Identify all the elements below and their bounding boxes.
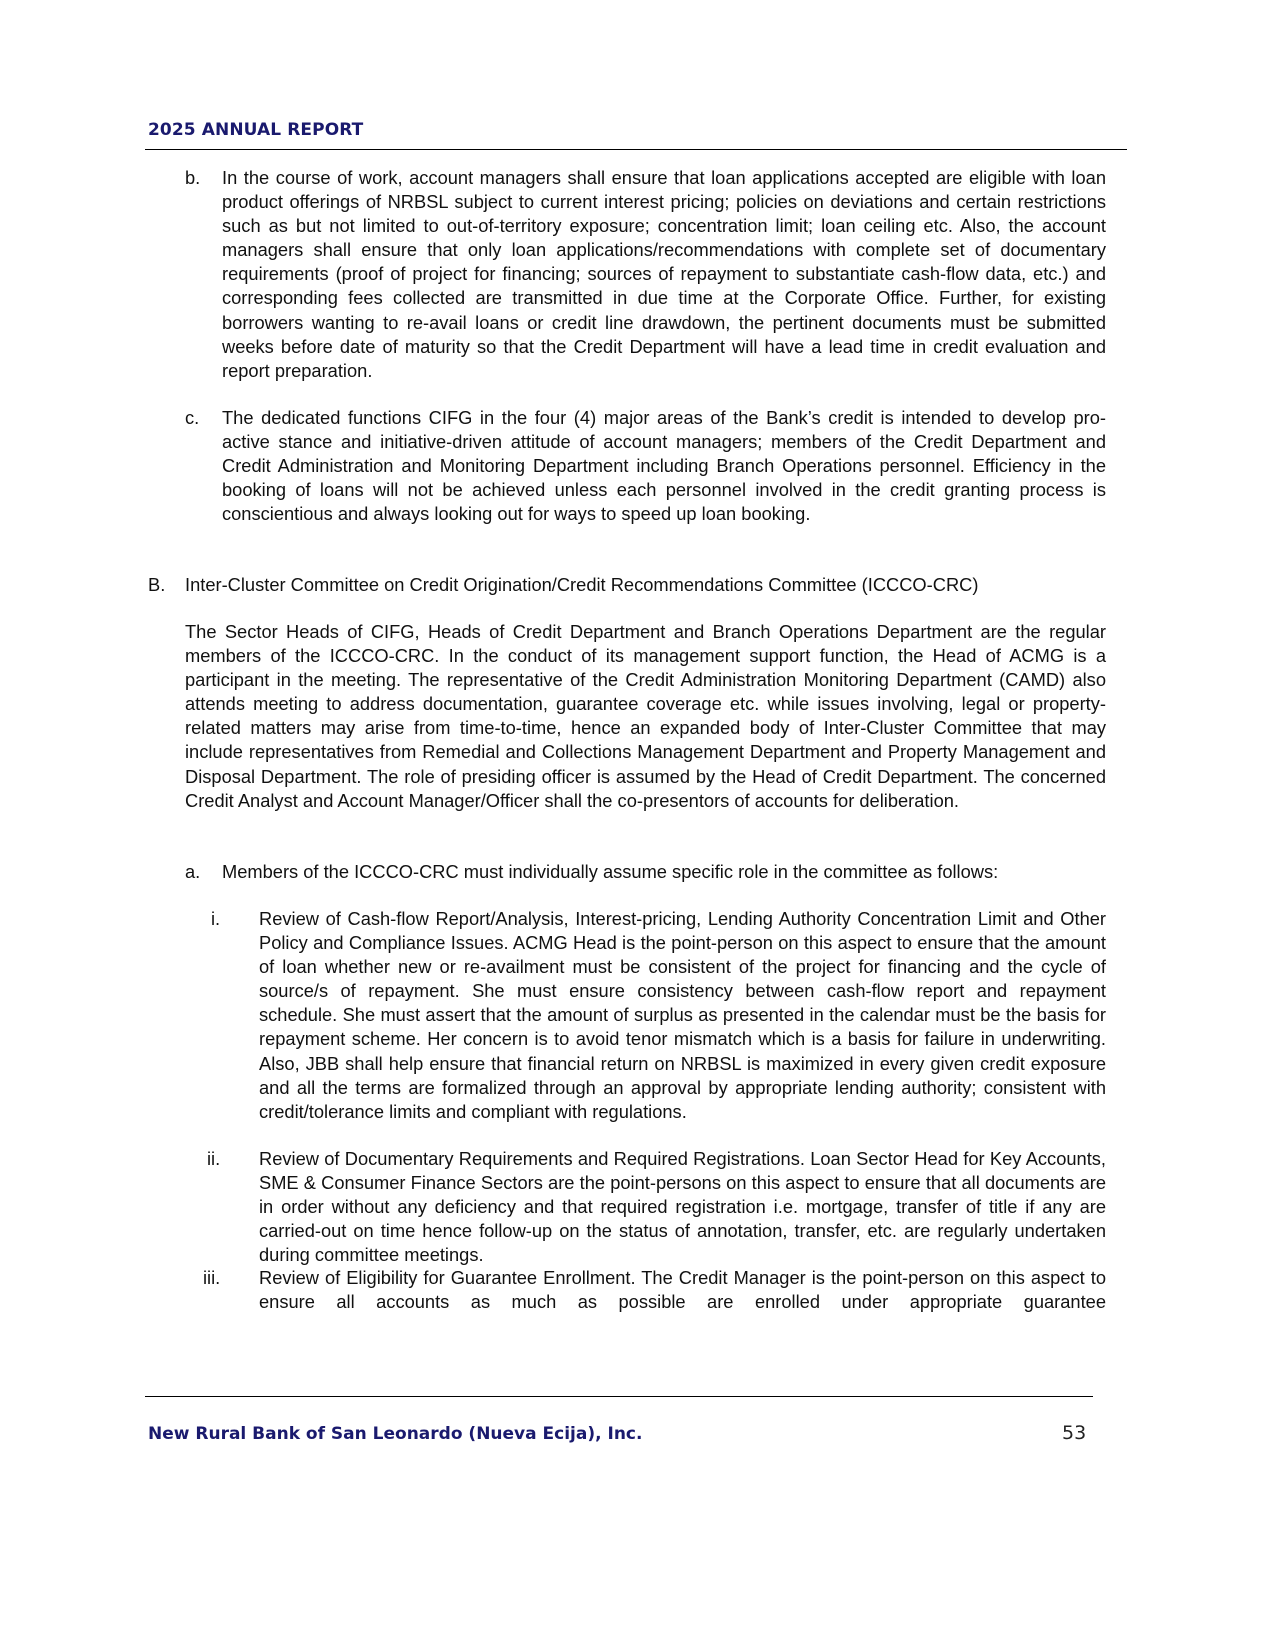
list-marker-a: a.: [185, 861, 201, 882]
section-heading-B: Inter-Cluster Committee on Credit Origination/Credit Recommendations Committee (ICCCO-CRC): [185, 574, 979, 595]
footer-bank-name: New Rural Bank of San Leonardo (Nueva Ecija), Inc.: [148, 1424, 643, 1444]
footer-divider: [145, 1396, 1093, 1397]
roman-item-ii: Review of Documentary Requirements and Required Registrations. Loan Sector Head for Key Accounts, SME & Consumer Finance Sectors are the point-persons on this aspect to ensure that all documents are in order without any deficiency and that required registration i.e. mortgage, transfer of title if any are carried-out on time hence follow-up on the status of annotation, transfer, etc. are regularly undertaken during committee meetings.: [259, 1148, 1106, 1266]
roman-item-i: Review of Cash-flow Report/Analysis, Interest-pricing, Lending Authority Concentration Limit and Other Policy and Compliance Issues. ACMG Head is the point-person on this aspect to ensure that the amount of loan whether new or re-availment must be consistent of the project for financing and the cycle of source/s of repayment. She must ensure consistency between cash-flow report and repayment schedule. She must assert that the amount of surplus as presented in the calendar must be the basis for repayment scheme. Her concern is to avoid tenor mismatch which is a basis for failure in underwriting. Also, JBB shall help ensure that financial return on NRBSL is maximized in every given credit exposure and all the terms are formalized through an approval by appropriate lending authority; consistent with credit/tolerance limits and compliant with regulations.: [259, 908, 1106, 1122]
section-marker-B: B.: [148, 574, 166, 595]
roman-marker-iii: iii.: [203, 1267, 221, 1288]
footer-page-number: 53: [1062, 1422, 1087, 1444]
roman-marker-i: i.: [211, 908, 221, 929]
header-divider: [145, 149, 1127, 150]
paragraph-item-c: The dedicated functions CIFG in the four (4) major areas of the Bank’s credit is intended to develop pro-active stance and initiative-driven attitude of account managers; members of the Credit Department and Credit Administration and Monitoring Department including Branch Operations personnel. Efficiency in the booking of loans will not be achieved unless each personnel involved in the credit granting process is conscientious and always looking out for ways to speed up loan booking.: [222, 407, 1106, 525]
report-header-title: 2025 ANNUAL REPORT: [148, 120, 364, 140]
paragraph-item-a: Members of the ICCCO-CRC must individually assume specific role in the committee as follows:: [222, 861, 999, 882]
list-marker-c: c.: [185, 407, 200, 428]
section-B-paragraph: The Sector Heads of CIFG, Heads of Credit Department and Branch Operations Department are the regular members of the ICCCO-CRC. In the conduct of its management support function, the Head of ACMG is a participant in the meeting. The representative of the Credit Administration Monitoring Department (CAMD) also attends meeting to address documentation, guarantee coverage etc. while issues involving, legal or property-related matters may arise from time-to-time, hence an expanded body of Inter-Cluster Committee that may include representatives from Remedial and Collections Management Department and Property Management and Disposal Department. The role of presiding officer is assumed by the Head of Credit Department. The concerned Credit Analyst and Account Manager/Officer shall the co-presentors of accounts for deliberation.: [185, 621, 1106, 811]
roman-item-iii: Review of Eligibility for Guarantee Enrollment. The Credit Manager is the point-person on this aspect to ensure all accounts as much as possible are enrolled under appropriate guarantee: [259, 1267, 1106, 1313]
list-marker-b: b.: [185, 167, 201, 188]
paragraph-item-b: In the course of work, account managers shall ensure that loan applications accepted are eligible with loan product offerings of NRBSL subject to current interest pricing; policies on deviations and certain restrictions such as but not limited to out-of-territory exposure; concentration limit; loan ceiling etc. Also, the account managers shall ensure that only loan applications/recommendations with complete set of documentary requirements (proof of project for financing; sources of repayment to substantiate cash-flow data, etc.) and corresponding fees collected are transmitted in due time at the Corporate Office. Further, for existing borrowers wanting to re-avail loans or credit line drawdown, the pertinent documents must be submitted weeks before date of maturity so that the Credit Department will have a lead time in credit evaluation and report preparation.: [222, 167, 1106, 381]
roman-marker-ii: ii.: [207, 1148, 221, 1169]
